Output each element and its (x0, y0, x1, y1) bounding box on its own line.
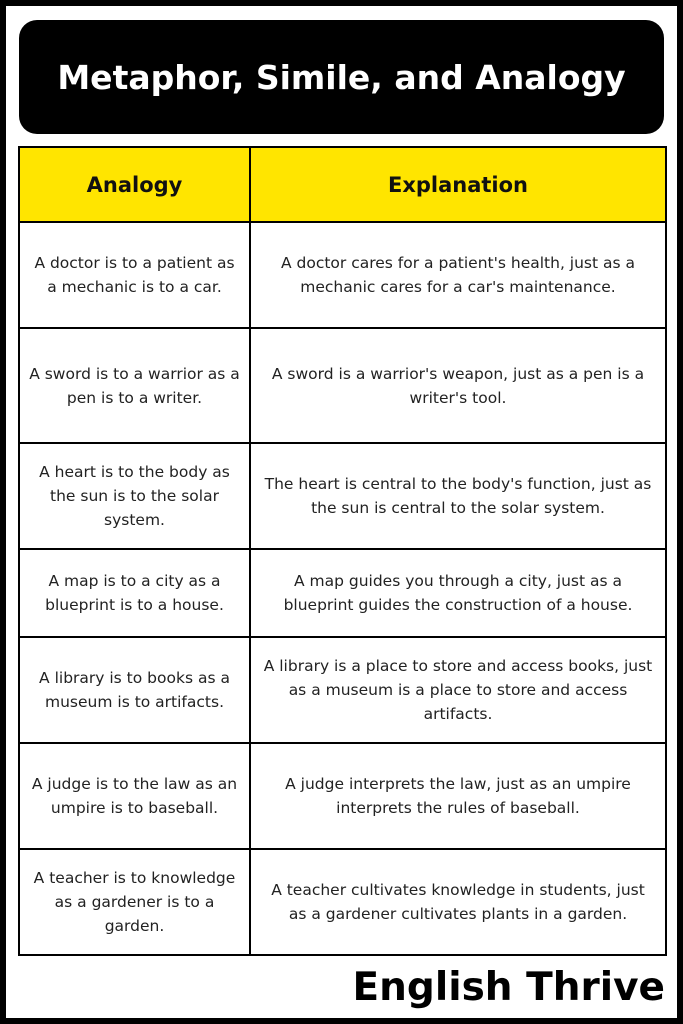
explanation-cell: A sword is a warrior's weapon, just as a pen is a writer's tool. (250, 328, 666, 443)
analogy-cell: A library is to books as a museum is to artifacts. (19, 637, 250, 743)
table-row (19, 328, 666, 443)
analogy-table (18, 146, 667, 956)
analogy-cell: A teacher is to knowledge as a gardener is to a garden. (19, 849, 250, 955)
page-title: Metaphor, Simile, and Analogy (57, 57, 626, 97)
analogy-cell: A sword is to a warrior as a pen is to a writer. (19, 328, 250, 443)
table-row (19, 222, 666, 328)
explanation-cell: A judge interprets the law, just as an umpire interprets the rules of baseball. (250, 743, 666, 849)
explanation-cell: A doctor cares for a patient's health, just as a mechanic cares for a car's maintenance. (250, 222, 666, 328)
header-analogy: Analogy (19, 147, 250, 222)
explanation-cell: A map guides you through a city, just as a blueprint guides the construction of a house. (250, 549, 666, 637)
explanation-cell: A teacher cultivates knowledge in students, just as a gardener cultivates plants in a garden. (250, 849, 666, 955)
explanation-cell: The heart is central to the body's function, just as the sun is central to the solar system. (250, 443, 666, 549)
analogy-cell: A doctor is to a patient as a mechanic is to a car. (19, 222, 250, 328)
table-header-row (19, 147, 666, 222)
brand-logo-text: English Thrive (352, 965, 665, 1010)
table-row (19, 743, 666, 849)
explanation-cell: A library is a place to store and access books, just as a museum is a place to store and access artifacts. (250, 637, 666, 743)
title-banner (19, 20, 664, 134)
table-row (19, 849, 666, 955)
header-explanation: Explanation (250, 147, 666, 222)
analogy-cell: A judge is to the law as an umpire is to baseball. (19, 743, 250, 849)
analogy-cell: A map is to a city as a blueprint is to a house. (19, 549, 250, 637)
page (6, 6, 677, 1018)
table-row (19, 637, 666, 743)
analogy-cell: A heart is to the body as the sun is to the solar system. (19, 443, 250, 549)
table-row (19, 549, 666, 637)
table-row (19, 443, 666, 549)
